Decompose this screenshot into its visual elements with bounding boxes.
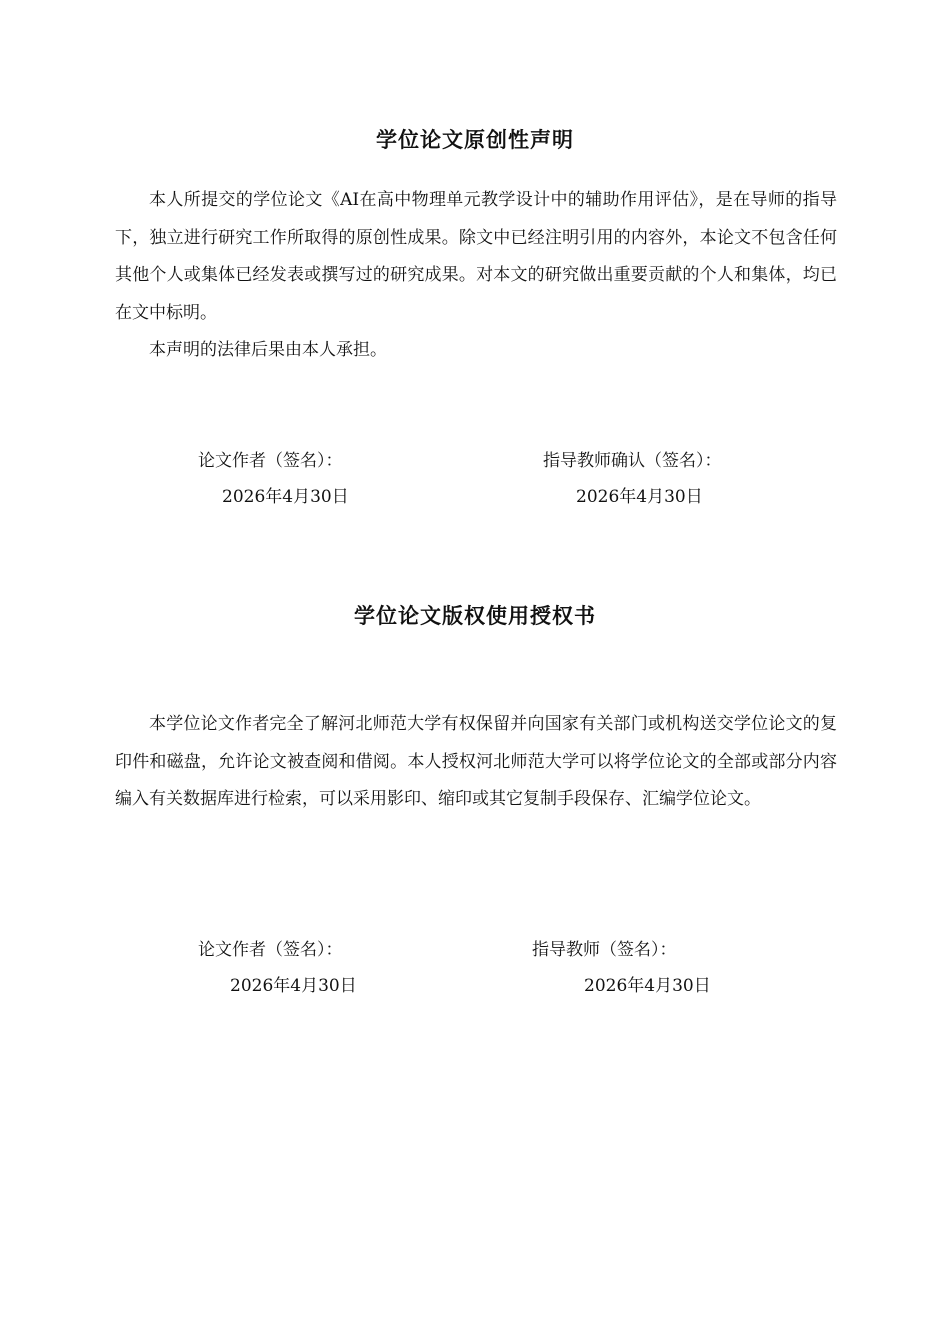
declaration-author-signature-label: 论文作者（签名）： <box>198 451 343 471</box>
authorization-advisor-signature-label: 指导教师（签名）： <box>532 940 677 960</box>
authorization-body: 本学位论文作者完全了解河北师范大学有权保留并向国家有关部门或机构送交学位论文的复印件和磁盘，允许论文被查阅和借阅。本人授权河北师范大学可以将学位论文的全部或部分内容编入有关数据库进行检索，可以采用影印、缩印或其它复制手段保存、汇编学位论文。 <box>115 714 837 809</box>
authorization-title: 学位论文版权使用授权书 <box>354 604 596 628</box>
declaration-author-date: 2026年4月30日 <box>222 487 349 507</box>
authorization-author-signature-label: 论文作者（签名）： <box>198 940 343 960</box>
declaration-advisor-signature-label: 指导教师确认（签名）： <box>543 451 722 471</box>
authorization-advisor-date: 2026年4月30日 <box>584 976 711 996</box>
declaration-responsibility: 本声明的法律后果由本人承担。 <box>149 340 387 360</box>
authorization-author-date: 2026年4月30日 <box>230 976 357 996</box>
declaration-advisor-date: 2026年4月30日 <box>576 487 703 507</box>
declaration-title: 学位论文原创性声明 <box>376 128 574 152</box>
declaration-body: 本人所提交的学位论文《AI在高中物理单元教学设计中的辅助作用评估》，是在导师的指导下，独立进行研究工作所取得的原创性成果。除文中已经注明引用的内容外，本论文不包含任何其他个人或集体已经发表或撰写过的研究成果。对本文的研究做出重要贡献的个人和集体，均已在文中标明。 <box>115 190 837 323</box>
